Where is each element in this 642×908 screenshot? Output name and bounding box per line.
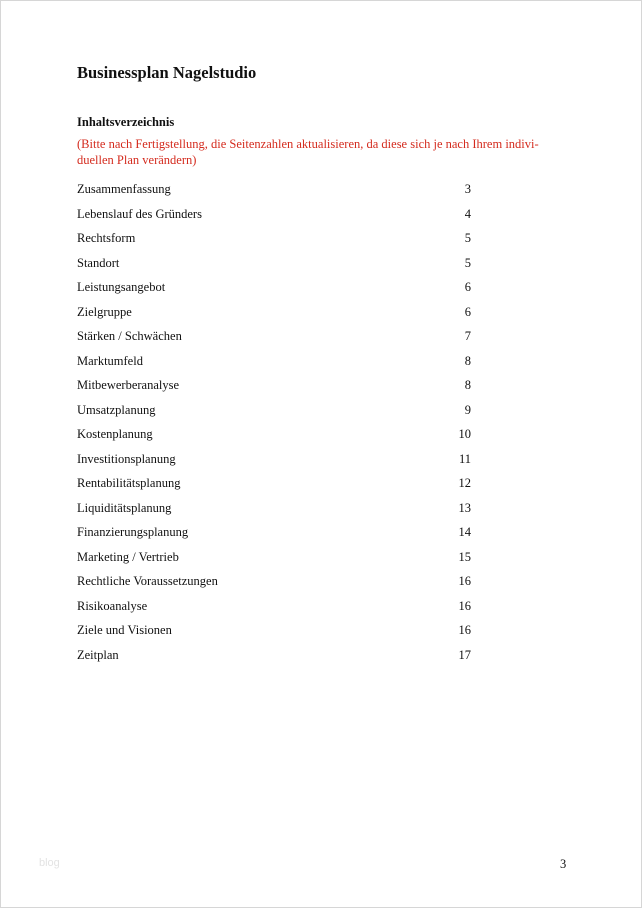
toc-entry (77, 303, 477, 328)
toc-entry-page: 3 (464, 182, 471, 196)
toc-entry (77, 254, 477, 279)
toc-entry (77, 205, 477, 230)
toc-entry-label: Stärken / Schwächen (77, 329, 182, 343)
toc-entry-page: 17 (458, 647, 471, 662)
toc-entry-label: Ziele und Visionen (77, 623, 172, 637)
toc-entry (77, 327, 477, 352)
toc-entry (77, 352, 477, 377)
instruction-note (77, 136, 567, 168)
toc-entry (77, 548, 477, 573)
toc-entry-page: 15 (458, 549, 471, 564)
toc-entry-label: Rentabilitätsplanung (77, 476, 181, 490)
toc-entry-label: Rechtliche Voraussetzungen (77, 574, 218, 588)
toc-entry (77, 450, 477, 475)
toc-entry (77, 229, 477, 254)
toc-heading: Inhaltsverzeichnis (77, 115, 175, 129)
toc-entry-label: Zeitplan (77, 647, 119, 662)
toc-entry-label: Liquiditätsplanung (77, 500, 172, 515)
toc-entry-page: 14 (458, 525, 471, 539)
toc-entry-page: 7 (464, 329, 471, 343)
toc-entry (77, 474, 477, 499)
toc-entry (77, 621, 477, 646)
toc-entry (77, 376, 477, 401)
toc-entry-page: 16 (458, 623, 471, 637)
toc-entry-label: Zielgruppe (77, 304, 132, 319)
table-of-contents (77, 180, 477, 670)
document-title: Businessplan Nagelstudio (77, 63, 257, 82)
toc-entry-label: Investitionsplanung (77, 451, 176, 466)
toc-entry-page: 12 (458, 476, 471, 490)
toc-entry (77, 278, 477, 303)
toc-entry-page: 9 (464, 402, 471, 417)
toc-entry (77, 572, 477, 597)
toc-entry (77, 597, 477, 622)
toc-entry-label: Standort (77, 255, 120, 270)
toc-entry-page: 4 (464, 206, 471, 221)
toc-entry-page: 5 (464, 231, 471, 245)
toc-entry-label: Rechtsform (77, 231, 136, 245)
toc-entry-label: Risikoanalyse (77, 598, 148, 613)
toc-entry-label: Mitbewerberanalyse (77, 378, 180, 392)
toc-entry-label: Umsatzplanung (77, 402, 156, 417)
toc-entry (77, 499, 477, 524)
toc-entry-page: 11 (458, 451, 471, 466)
watermark: blog (39, 857, 60, 869)
toc-entry-page: 10 (458, 427, 471, 441)
toc-entry-label: Marktumfeld (77, 353, 143, 368)
toc-entry-page: 5 (464, 255, 471, 270)
toc-entry (77, 523, 477, 548)
toc-entry-label: Lebenslauf des Gründers (77, 206, 202, 221)
page-number: 3 (560, 857, 567, 871)
toc-entry (77, 180, 477, 205)
toc-entry-label: Leistungsangebot (77, 280, 166, 294)
instruction-note-line: (Bitte nach Fertigstellung, die Seitenzahlen aktualisieren, da diese sich je nach Ihrem indivi- (77, 137, 539, 151)
toc-entry-page: 16 (458, 598, 471, 613)
toc-entry-page: 16 (458, 574, 471, 588)
toc-entry (77, 401, 477, 426)
toc-entry (77, 425, 477, 450)
toc-entry-label: Finanzierungsplanung (77, 525, 189, 539)
toc-entry (77, 646, 477, 671)
instruction-note-line: duellen Plan verändern) (77, 153, 197, 167)
toc-entry-label: Kostenplanung (77, 427, 153, 441)
toc-entry-page: 13 (458, 500, 471, 515)
toc-entry-page: 6 (464, 280, 471, 294)
toc-entry-page: 6 (464, 304, 471, 319)
toc-entry-page: 8 (464, 353, 471, 368)
toc-entry-page: 8 (464, 378, 471, 392)
toc-entry-label: Zusammenfassung (77, 182, 171, 196)
toc-entry-label: Marketing / Vertrieb (77, 549, 179, 564)
